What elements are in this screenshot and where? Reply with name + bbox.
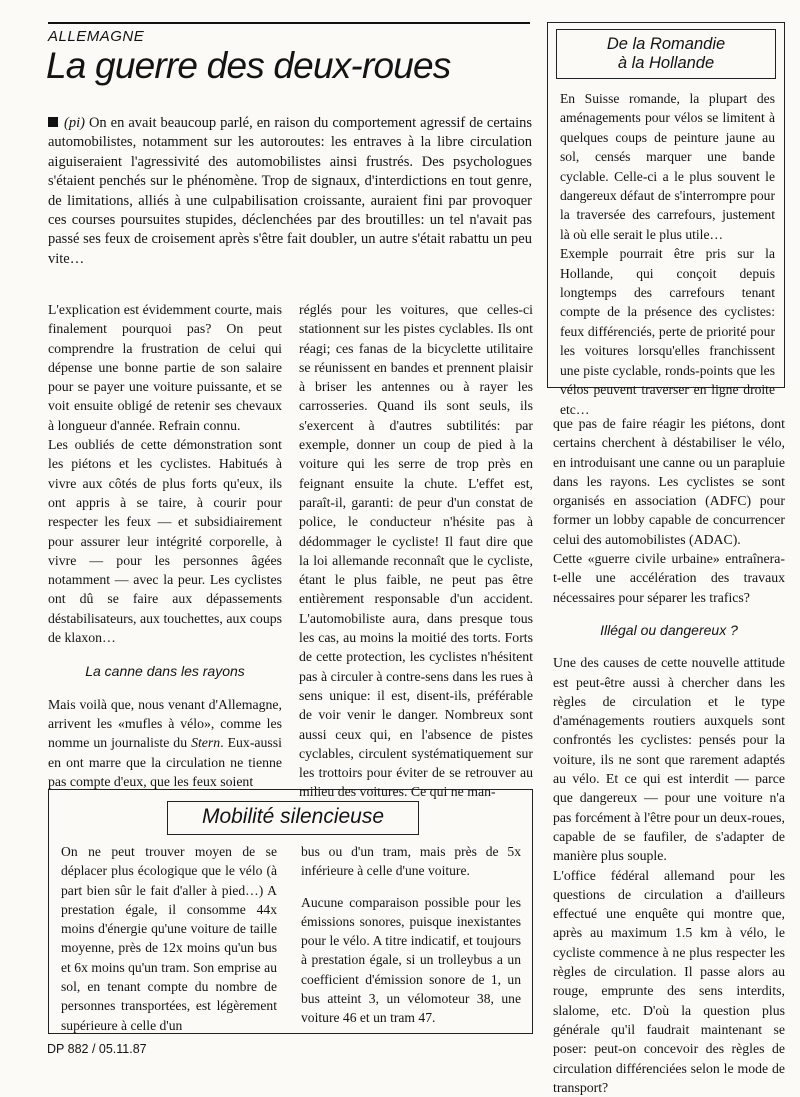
- subhead-canne: La canne dans les rayons: [85, 663, 245, 680]
- sidebar-romandie-title: [556, 29, 776, 79]
- sidebar-romandie-title-line2: à la Hollande: [617, 54, 715, 72]
- sidebar-romandie-title-line1: De la Romandie: [606, 35, 726, 53]
- sidebar-mobilite-title: Mobilité silencieuse: [167, 801, 419, 835]
- sidebar-romandie-paragraph-2: Exemple pourrait être pris sur la Hollande, qui conçoit depuis longtemps des carrefours tenant compte de la présence des cyclistes: feux différenciés, perte de priorité pour les voitures lorsqu'elles franchissent une piste cyclable, ronds-points que les vélos peuvent traverser en ligne droite etc…: [560, 246, 775, 417]
- col1-paragraph-3: [48, 695, 282, 791]
- article-title: La guerre des deux-roues: [46, 45, 451, 86]
- col1-p3-text-end: . Eux-aussi en ont marre que la circulation ne tienne pas compte d'eux, que les feux soient: [48, 735, 283, 789]
- sidebar-romandie: [547, 22, 785, 417]
- issue-reference: DP 882 / 05.11.87: [47, 1042, 147, 1056]
- col1-paragraph-1: L'explication est évidemment courte, mais finalement pourquoi pas? On peut comprendre la frustration de celui qui dépense une bonne partie de son salaire pour se payer une voiture puissante, et se voit ensuite obligé de retenir ses chevaux à longueur d'année. Refrain connu.: [48, 302, 282, 433]
- article-lead: [48, 114, 532, 269]
- subhead-illegal: Illégal ou dangereux ?: [600, 621, 738, 638]
- col3-paragraph-2: Cette «guerre civile urbaine» entraînera-t-elle une accélération des travaux nécessaires pour séparer les trafics?: [553, 551, 785, 605]
- col3-paragraph-4: L'office fédéral allemand pour les questions de circulation a d'ailleurs effectué une enquête qui montre que, après au maximum 1.5 km à vélo, le cycliste commence à ne plus respecter les règles de circulation. Il passe alors au rouge, emprunte des sens interdits, slalome, etc. D'où la question plus générale qu'il faudrait maintenant se poser: peut-on concevoir des règles de circulation différenciées selon le mode de transport?: [553, 867, 785, 1095]
- sidebar-mobilite: [48, 789, 533, 1034]
- top-rule: [48, 22, 530, 24]
- col3-paragraph-3: Une des causes de cette nouvelle attitude est peut-être aussi à chercher dans les règles de circulation et le type d'aménagements routiers auxquels sont confrontés les cyclistes: pensés pour la voiture, ils ne sont que rarement adaptés au vélo. Et ce qui est interdit — parce que dangereux — pour une voiture n'a pas forcément à l'être pour un deux-roues, capable de se faufiler, de s'adapter de manière plus souple.: [553, 655, 785, 864]
- col3-paragraph-1: que pas de faire réagir les piétons, dont certains cherchent à déstabiliser le vélo, en introduisant une canne ou un parapluie dans les rayons. Les cyclistes se sont organisés en association (ADFC) pour former un lobby capable de concurrencer celui des automobilistes (ADAC).: [553, 416, 785, 547]
- sidebar-romandie-paragraph-1: En Suisse romande, la plupart des aménagements pour vélos se limitent à quelques coups de peinture jaune au sol, censés marquer une bande cyclable. Celle-ci a le plus souvent le dangereux défaut de s'interrompre pour la traversée des carrefours, justement là où elle serait le plus utile…: [560, 91, 775, 242]
- bullet-square-icon: [48, 117, 58, 127]
- lead-text: On en avait beaucoup parlé, en raison du comportement agressif de certains automobilistes, notamment sur les autoroutes: les entraves à la libre circulation aiguiseraient l'agressivité des automobilistes ainsi frustrés. Des psychologues s'étaient penchés sur le phénomène. Trop de signaux, d'interdictions en tout genre, de limitations, alliés à une culpabilisation croissante, auraient fini par provoquer ces courses poursuites stupides, déclenchées par des broutilles: un tel n'avait pas passé ses feux de croisement après s'être fait doubler, un autre s'était rabattu un peu vite…: [48, 115, 533, 267]
- lead-author: (pi): [64, 115, 85, 131]
- source-stern: Stern: [191, 735, 221, 751]
- column-2: [299, 300, 533, 802]
- column-1: [48, 300, 282, 791]
- col1-paragraph-2: Les oubliés de cette démonstration sont les piétons et les cyclistes. Habitués à vivre aux côtés de plus forts qu'eux, ils ont appris à se taire, à courir pour respecter les feux — et subsidiairement pour assurer leur intégrité corporelle, à vivre — pour les personnes âgées notamment — avec la peur. Les cyclistes ont dû se faire aux dépassements déstabilisateurs, aux touchettes, aux coups de klaxon…: [48, 437, 282, 646]
- col1-p3-text: Mais voilà que, nous venant d'Allemagne, arrivent les «mufles à vélo», comme les nomme un journaliste du: [48, 696, 282, 751]
- article-kicker: ALLEMAGNE: [48, 28, 145, 45]
- sidebar-mobilite-left-text: On ne peut trouver moyen de se déplacer plus écologique que le vélo (à part bien sûr le fait d'aller à pied…) A prestation égale, il consomme 44x moins d'énergie qu'une voiture de taille moyenne, près de 12x moins qu'un bus et 6x moins qu'un tram. Son emprise au sol, en tenant compte du nombre de personnes transportées, est légèrement supérieure à celle d'un: [61, 844, 277, 1033]
- sidebar-romandie-body: [560, 89, 775, 419]
- sidebar-mobilite-right-paragraph-1: bus ou d'un tram, mais près de 5x inférieure à celle d'une voiture.: [301, 844, 521, 879]
- sidebar-mobilite-right-paragraph-2: Aucune comparaison possible pour les émissions sonores, puisque inexistantes pour le vélo. A titre indicatif, et toujours à prestation égale, si un trolleybus a un coefficient d'émission sonore de 1, un bus atteint 3, un vélomoteur 38, une voiture 46 et un tram 47.: [301, 894, 521, 1026]
- col2-paragraph-1: réglés pour les voitures, que celles-ci stationnent sur les pistes cyclables. Ils ont réagi; ces fanas de la bicyclette utilitaire se réunissent en bandes et prennent plaisir à briser les antennes ou à rayer les carrosseries. Quand ils sont seuls, ils s'exercent à d'autres subtilités: par exemple, donner un coup de pied à la voiture qui les serre de trop près en feignant ensuite la chute. L'effet est, paraît-il, garanti: de peur d'un constat de police, le conducteur n'hésite pas à dédommager le cycliste! Il faut dire que la loi allemande reconnaît que le cycliste, étant le plus faible, ne peut pas être entièrement responsable d'un accident. L'automobiliste aura, dans presque tous les cas, au moins la moitié des torts. Forts de cette protection, les cyclistes n'hésitent pas à circuler à contre-sens dans les rues à sens unique: il est, disent-ils, préférable de voir venir le danger. Nombreux sont aussi ceux qui, en l'absence de pistes cyclables, circulent systématiquement sur les trottoirs pour éviter de se retrouver au milieu des voitures. Ce qui ne man-: [299, 302, 533, 800]
- sidebar-mobilite-right: [301, 842, 521, 1028]
- sidebar-mobilite-left: [61, 842, 277, 1035]
- column-3: [553, 414, 785, 1097]
